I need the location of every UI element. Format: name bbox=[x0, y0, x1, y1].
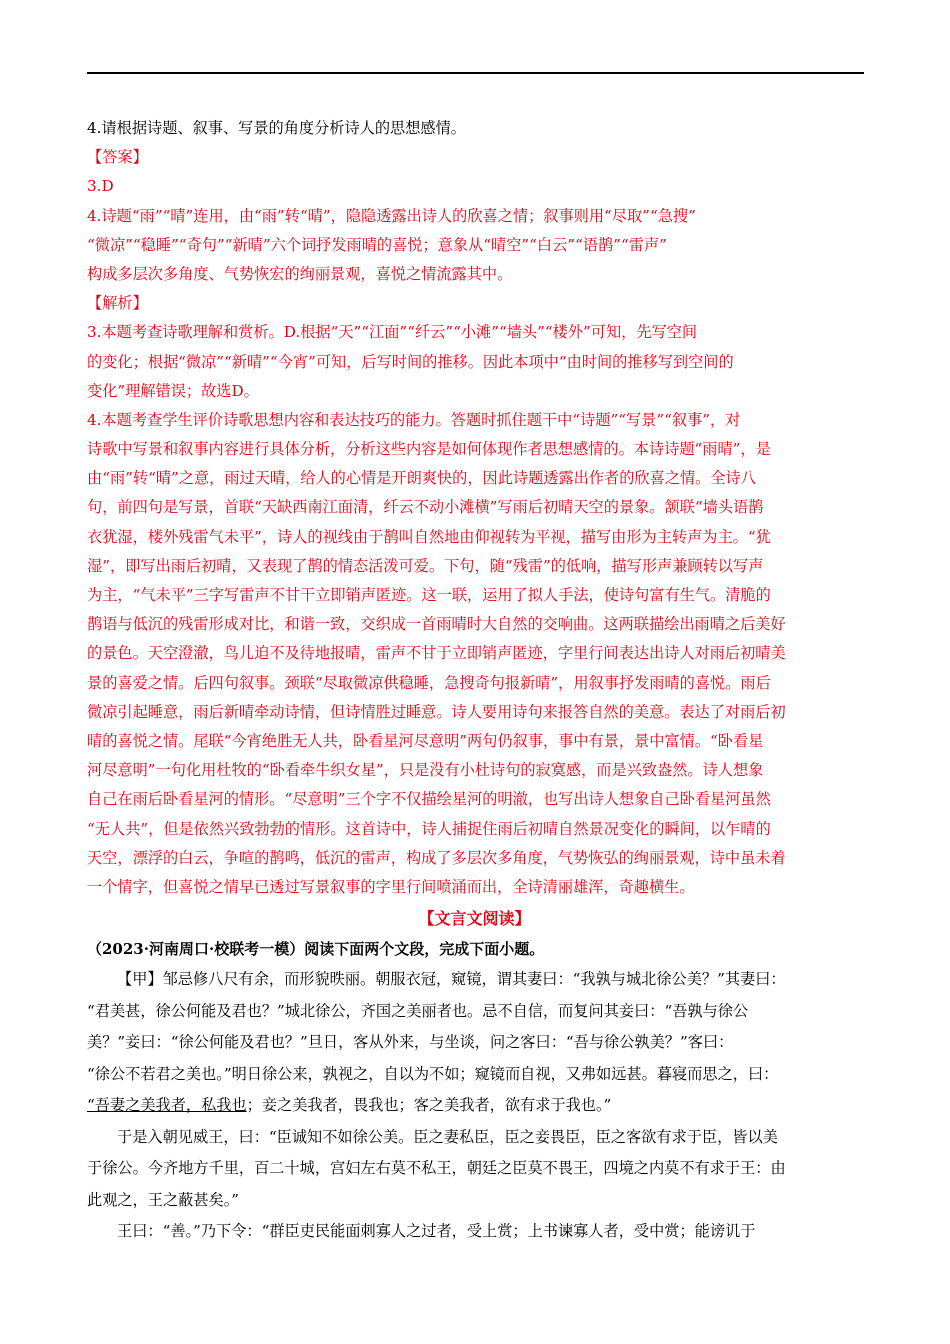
underlined-sentence: “吾妻之美我者，私我也 bbox=[87, 1096, 247, 1115]
analysis-4-line: 景的喜爱之情。后四句叙事。颈联“尽取微凉供稳睡，急搜奇句报新晴”，用叙事抒发雨晴的喜悦。雨后 bbox=[87, 673, 771, 692]
answer-4-line: 4.诗题“雨”“晴”连用，由“雨”转“晴”，隐隐透露出诗人的欣喜之情；叙事则用“尽取”“急搜” bbox=[87, 206, 696, 225]
analysis-4-line: 的景色。天空澄澈，鸟儿迫不及待地报晴，雷声不甘于立即销声匿迹，字里行间表达出诗人对雨后初晴美 bbox=[87, 644, 786, 663]
analysis-4-line: 句，前四句是写景，首联“天缺西南江面清，纤云不动小滩横”写雨后初晴天空的景象。颔联“墙头语鹊 bbox=[87, 498, 764, 517]
answer-label: 【答案】 bbox=[87, 148, 148, 167]
section-title: 【文言文阅读】 bbox=[418, 909, 531, 929]
analysis-4-line: 为主，“气未平”三字写雷声不甘干立即销声匿迹。这一联，运用了拟人手法，使诗句富有生气。清脆的 bbox=[87, 586, 771, 604]
article-line bbox=[87, 1090, 862, 1122]
analysis-4-line: 自己在雨后卧看星河的情形。“尽意明”三个字不仅描绘星河的明澈，也写出诗人想象自己卧看星河虽然 bbox=[87, 790, 771, 809]
analysis-3-line: 3.本题考查诗歌理解和赏析。D.根据“天”“江面”“纤云”“小滩”“墙头”“楼外”可知，先写空间 bbox=[87, 323, 698, 342]
analysis-4-line: 鹊语与低沉的残雷形成对比，和谐一致，交织成一首雨晴时大自然的交响曲。这两联描绘出雨晴之后美好 bbox=[87, 615, 786, 634]
article-line: “徐公不若君之美也。”明日徐公来，孰视之，自以为不如；窥镜而自视，又弗如远甚。暮寝而思之，曰： bbox=[87, 1064, 779, 1083]
analysis-4-line: 湿”，即写出雨后初晴，又表现了鹊的情态活泼可爱。下句，随“残雷”的低响，描写形声兼顾转以写声 bbox=[87, 556, 764, 575]
analysis-4-line: 4.本题考查学生评价诗歌思想内容和表达技巧的能力。答题时抓住题干中“诗题”“写景”“叙事”，对 bbox=[87, 410, 741, 429]
article-line: 王曰：“善。”乃下令：“群臣吏民能面刺寡人之过者，受上赏；上书谏寡人者，受中赏；能谤讥于 bbox=[117, 1222, 756, 1241]
analysis-4-line: 衣犹湿，楼外残雷气未平”，诗人的视线由于鹊叫自然地由仰视转为平视，描写由形为主转声为主。“犹 bbox=[87, 527, 771, 546]
classical-article bbox=[87, 964, 862, 1248]
analysis-4-line: 天空，漂浮的白云，争喧的鹊鸣，低沉的雷声，构成了多层次多角度，气势恢弘的绚丽景观，诗中虽未着 bbox=[87, 848, 786, 867]
analysis-4-line: 河尽意明”一句化用杜牧的“卧看牵牛织女星”，只是没有小杜诗句的寂寞感，而是兴致盎然。诗人想象 bbox=[87, 761, 764, 780]
analysis-4-line: 晴的喜悦之情。尾联“今宵绝胜无人共，卧看星河尽意明”两句仍叙事，事中有景，景中富情。“卧看星 bbox=[87, 731, 764, 750]
analysis-4-line: 一个情字，但喜悦之情早已透过写景叙事的字里行间喷涌而出，全诗清丽雄浑，奇趣横生。 bbox=[87, 877, 695, 896]
answer-4-line: “微凉”“稳睡”“奇句”“新晴”六个词抒发雨晴的喜悦；意象从“晴空”“白云”“语鹊”“雷声” bbox=[87, 235, 667, 254]
article-line: “君美甚，徐公何能及君也？”城北徐公，齐国之美丽者也。忌不自信，而复问其妾曰：“吾孰与徐公 bbox=[87, 1001, 749, 1020]
article-line: 【甲】邹忌修八尺有余，而形貌昳丽。朝服衣冠，窥镜，谓其妻曰：“我孰与城北徐公美？”其妻曰： bbox=[117, 970, 786, 989]
article-line: 于是入朝见威王，曰：“臣诚知不如徐公美。臣之妻私臣，臣之妾畏臣，臣之客欲有求于臣，皆以美 bbox=[117, 1127, 778, 1146]
source-line: （2023·河南周口·校联考一模）阅读下面两个文段，完成下面小题。 bbox=[87, 940, 545, 959]
article-line: 此观之，王之蔽甚矣。” bbox=[87, 1190, 240, 1209]
analysis-4-line: 微凉引起睡意，雨后新晴牵动诗情，但诗情胜过睡意。诗人要用诗句来报答自然的美意。表达了对雨后初 bbox=[87, 702, 786, 721]
analysis-4-line: “无人共”，但是依然兴致勃勃的情形。这首诗中，诗人捕捉住雨后初晴自然景况变化的瞬间，以乍晴的 bbox=[87, 819, 771, 838]
question-4: 4.请根据诗题、叙事、写景的角度分析诗人的思想感情。 bbox=[87, 119, 466, 137]
answer-4-line: 构成多层次多角度、气势恢宏的绚丽景观，喜悦之情流露其中。 bbox=[87, 264, 513, 283]
analysis-3-line: 的变化；根据“微凉”“新晴”“今宵”可知，后写时间的推移。因此本项中“由时间的推移写到空间的 bbox=[87, 352, 734, 371]
analysis-4-line: 诗歌中写景和叙事内容进行具体分析，分析这些内容是如何体现作者思想感情的。本诗诗题“雨晴”，是 bbox=[87, 440, 771, 459]
article-line: 于徐公。今齐地方千里，百二十城，宫妇左右莫不私王，朝廷之臣莫不畏王，四境之内莫不有求于王：由 bbox=[87, 1159, 786, 1178]
analysis-4-line: 由“雨”转“晴”之意，雨过天晴，给人的心情是开朗爽快的，因此诗题透露出作者的欣喜之情。全诗八 bbox=[87, 469, 756, 488]
article-line-rest: ；妾之美我者，畏我也；客之美我者，欲有求于我也。” bbox=[246, 1096, 612, 1115]
analysis-3-line: 变化”理解错误；故选D。 bbox=[87, 381, 259, 400]
document-content bbox=[87, 114, 862, 1248]
analysis-label: 【解析】 bbox=[87, 294, 148, 313]
article-line: 美？”妾曰：“徐公何能及君也？”旦日，客从外来，与坐谈，问之客曰：“吾与徐公孰美？”客曰： bbox=[87, 1033, 734, 1052]
header-rule bbox=[87, 72, 864, 74]
answer-3: 3.D bbox=[87, 177, 114, 196]
